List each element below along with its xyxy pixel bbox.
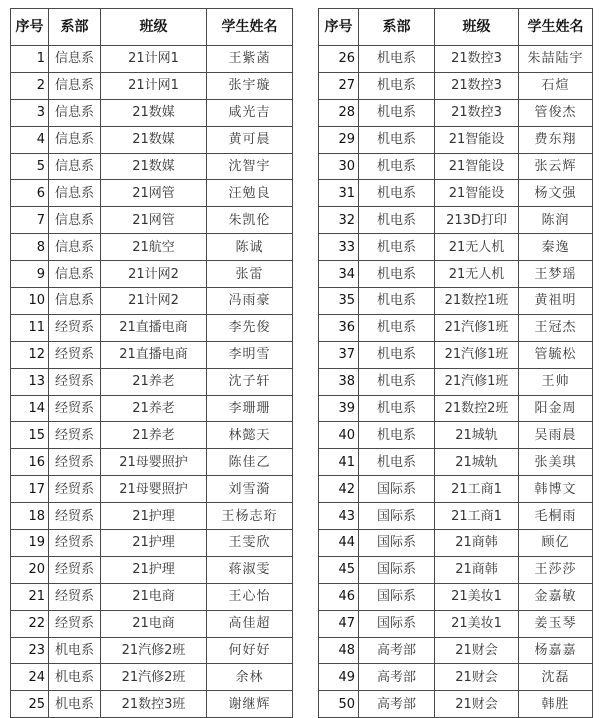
student-name: 陈诚 bbox=[207, 234, 293, 261]
class-name: 213D打印 bbox=[435, 207, 519, 234]
table-row bbox=[319, 261, 593, 288]
department: 机电系 bbox=[49, 637, 101, 664]
table-row bbox=[319, 153, 593, 180]
class-name: 21电商 bbox=[101, 583, 207, 610]
class-name: 21计网1 bbox=[101, 46, 207, 73]
student-name: 王心怡 bbox=[207, 583, 293, 610]
department: 机电系 bbox=[359, 314, 435, 341]
class-name: 21数控3 bbox=[435, 72, 519, 99]
row-number: 12 bbox=[11, 341, 49, 368]
department: 国际系 bbox=[359, 530, 435, 557]
row-number: 39 bbox=[319, 395, 359, 422]
student-name: 张云辉 bbox=[519, 153, 593, 180]
student-name: 石煊 bbox=[519, 72, 593, 99]
table-row bbox=[319, 180, 593, 207]
student-name: 吴雨晨 bbox=[519, 422, 593, 449]
department: 信息系 bbox=[49, 234, 101, 261]
student-name: 张雷 bbox=[207, 261, 293, 288]
row-number: 19 bbox=[11, 530, 49, 557]
class-name: 21数控3班 bbox=[101, 691, 207, 718]
class-name: 21财会 bbox=[435, 691, 519, 718]
department: 国际系 bbox=[359, 610, 435, 637]
class-name: 21直播电商 bbox=[101, 314, 207, 341]
class-name: 21护理 bbox=[101, 503, 207, 530]
table-row bbox=[319, 341, 593, 368]
department: 机电系 bbox=[359, 99, 435, 126]
table-row bbox=[11, 99, 293, 126]
row-number: 21 bbox=[11, 583, 49, 610]
table-row bbox=[11, 153, 293, 180]
student-name: 阳金周 bbox=[519, 395, 593, 422]
department: 机电系 bbox=[359, 288, 435, 315]
department: 经贸系 bbox=[49, 395, 101, 422]
row-number: 27 bbox=[319, 72, 359, 99]
class-name: 21母婴照护 bbox=[101, 449, 207, 476]
class-name: 21养老 bbox=[101, 368, 207, 395]
student-name: 李明雪 bbox=[207, 341, 293, 368]
row-number: 44 bbox=[319, 530, 359, 557]
student-name: 王梦瑶 bbox=[519, 261, 593, 288]
department: 经贸系 bbox=[49, 476, 101, 503]
student-name: 沈智宇 bbox=[207, 153, 293, 180]
student-name: 何好好 bbox=[207, 637, 293, 664]
row-number: 24 bbox=[11, 664, 49, 691]
student-name: 王杨志珩 bbox=[207, 503, 293, 530]
row-number: 45 bbox=[319, 556, 359, 583]
class-name: 21养老 bbox=[101, 422, 207, 449]
header-no: 序号 bbox=[319, 9, 359, 46]
row-number: 13 bbox=[11, 368, 49, 395]
class-name: 21城轨 bbox=[435, 449, 519, 476]
table-row bbox=[11, 449, 293, 476]
class-name: 21工商1 bbox=[435, 503, 519, 530]
table-row bbox=[11, 180, 293, 207]
table-row bbox=[319, 207, 593, 234]
class-name: 21无人机 bbox=[435, 234, 519, 261]
table-row bbox=[11, 261, 293, 288]
class-name: 21计网2 bbox=[101, 288, 207, 315]
department: 信息系 bbox=[49, 72, 101, 99]
header-no: 序号 bbox=[11, 9, 49, 46]
class-name: 21财会 bbox=[435, 664, 519, 691]
header-dept: 系部 bbox=[359, 9, 435, 46]
student-name: 杨文强 bbox=[519, 180, 593, 207]
department: 国际系 bbox=[359, 503, 435, 530]
student-table-left bbox=[10, 8, 293, 718]
table-row bbox=[11, 207, 293, 234]
student-name: 王雯欣 bbox=[207, 530, 293, 557]
table-row bbox=[11, 556, 293, 583]
class-name: 21数控2班 bbox=[435, 395, 519, 422]
student-name: 金嘉敏 bbox=[519, 583, 593, 610]
row-number: 36 bbox=[319, 314, 359, 341]
row-number: 42 bbox=[319, 476, 359, 503]
class-name: 21智能设 bbox=[435, 126, 519, 153]
table-row bbox=[319, 126, 593, 153]
class-name: 21数控3 bbox=[435, 99, 519, 126]
header-name: 学生姓名 bbox=[519, 9, 593, 46]
row-number: 26 bbox=[319, 46, 359, 73]
department: 经贸系 bbox=[49, 422, 101, 449]
class-name: 21电商 bbox=[101, 610, 207, 637]
table-row bbox=[11, 664, 293, 691]
table-row bbox=[319, 503, 593, 530]
row-number: 41 bbox=[319, 449, 359, 476]
table-row bbox=[11, 610, 293, 637]
table-row bbox=[11, 530, 293, 557]
table-row bbox=[11, 368, 293, 395]
table-row bbox=[11, 341, 293, 368]
table-row bbox=[11, 395, 293, 422]
row-number: 31 bbox=[319, 180, 359, 207]
class-name: 21网管 bbox=[101, 207, 207, 234]
student-name: 秦逸 bbox=[519, 234, 593, 261]
table-row bbox=[11, 476, 293, 503]
department: 信息系 bbox=[49, 261, 101, 288]
table-row bbox=[11, 637, 293, 664]
table-row bbox=[11, 314, 293, 341]
department: 机电系 bbox=[359, 341, 435, 368]
table-row bbox=[319, 476, 593, 503]
row-number: 4 bbox=[11, 126, 49, 153]
row-number: 16 bbox=[11, 449, 49, 476]
student-name: 王帅 bbox=[519, 368, 593, 395]
student-name: 谢继辉 bbox=[207, 691, 293, 718]
class-name: 21航空 bbox=[101, 234, 207, 261]
class-name: 21商韩 bbox=[435, 530, 519, 557]
student-name: 黄祖明 bbox=[519, 288, 593, 315]
row-number: 29 bbox=[319, 126, 359, 153]
department: 经贸系 bbox=[49, 503, 101, 530]
class-name: 21商韩 bbox=[435, 556, 519, 583]
department: 经贸系 bbox=[49, 530, 101, 557]
table-row bbox=[11, 46, 293, 73]
department: 机电系 bbox=[359, 72, 435, 99]
row-number: 47 bbox=[319, 610, 359, 637]
department: 机电系 bbox=[359, 449, 435, 476]
table-row bbox=[319, 610, 593, 637]
department: 经贸系 bbox=[49, 449, 101, 476]
class-name: 21汽修2班 bbox=[101, 637, 207, 664]
class-name: 21数媒 bbox=[101, 99, 207, 126]
student-name: 韩胜 bbox=[519, 691, 593, 718]
row-number: 8 bbox=[11, 234, 49, 261]
student-name: 蒋淑雯 bbox=[207, 556, 293, 583]
student-name: 李先俊 bbox=[207, 314, 293, 341]
student-name: 顾亿 bbox=[519, 530, 593, 557]
department: 信息系 bbox=[49, 288, 101, 315]
table-row bbox=[319, 395, 593, 422]
table-row bbox=[319, 72, 593, 99]
row-number: 33 bbox=[319, 234, 359, 261]
department: 机电系 bbox=[359, 234, 435, 261]
class-name: 21智能设 bbox=[435, 153, 519, 180]
student-name: 咸光吉 bbox=[207, 99, 293, 126]
department: 机电系 bbox=[359, 395, 435, 422]
department: 信息系 bbox=[49, 46, 101, 73]
table-row bbox=[319, 691, 593, 718]
table-row bbox=[319, 46, 593, 73]
row-number: 43 bbox=[319, 503, 359, 530]
department: 国际系 bbox=[359, 556, 435, 583]
table-row bbox=[11, 691, 293, 718]
table-row bbox=[319, 234, 593, 261]
table-row bbox=[319, 368, 593, 395]
department: 高考部 bbox=[359, 664, 435, 691]
header-class: 班级 bbox=[101, 9, 207, 46]
department: 机电系 bbox=[49, 664, 101, 691]
department: 经贸系 bbox=[49, 610, 101, 637]
row-number: 37 bbox=[319, 341, 359, 368]
row-number: 15 bbox=[11, 422, 49, 449]
row-number: 46 bbox=[319, 583, 359, 610]
department: 信息系 bbox=[49, 207, 101, 234]
table-row bbox=[11, 72, 293, 99]
table-row bbox=[319, 583, 593, 610]
header-row bbox=[319, 9, 593, 46]
student-name: 管毓松 bbox=[519, 341, 593, 368]
table-row bbox=[319, 314, 593, 341]
student-name: 陈润 bbox=[519, 207, 593, 234]
row-number: 10 bbox=[11, 288, 49, 315]
department: 机电系 bbox=[359, 153, 435, 180]
student-name: 王莎莎 bbox=[519, 556, 593, 583]
class-name: 21数媒 bbox=[101, 126, 207, 153]
department: 机电系 bbox=[359, 180, 435, 207]
student-name: 刘雪漪 bbox=[207, 476, 293, 503]
row-number: 23 bbox=[11, 637, 49, 664]
student-name: 王冠杰 bbox=[519, 314, 593, 341]
table-row bbox=[11, 583, 293, 610]
header-dept: 系部 bbox=[49, 9, 101, 46]
student-name: 韩博文 bbox=[519, 476, 593, 503]
table-row bbox=[11, 126, 293, 153]
student-name: 余林 bbox=[207, 664, 293, 691]
student-name: 林懿天 bbox=[207, 422, 293, 449]
class-name: 21网管 bbox=[101, 180, 207, 207]
class-name: 21财会 bbox=[435, 637, 519, 664]
department: 经贸系 bbox=[49, 341, 101, 368]
department: 高考部 bbox=[359, 637, 435, 664]
row-number: 35 bbox=[319, 288, 359, 315]
class-name: 21汽修1班 bbox=[435, 341, 519, 368]
table-row bbox=[319, 556, 593, 583]
header-row bbox=[11, 9, 293, 46]
department: 机电系 bbox=[359, 126, 435, 153]
student-table-right bbox=[318, 8, 593, 718]
table-row bbox=[319, 449, 593, 476]
student-name: 朱喆陆宇 bbox=[519, 46, 593, 73]
row-number: 50 bbox=[319, 691, 359, 718]
class-name: 21数控3 bbox=[435, 46, 519, 73]
row-number: 1 bbox=[11, 46, 49, 73]
class-name: 21汽修2班 bbox=[101, 664, 207, 691]
student-name: 李珊珊 bbox=[207, 395, 293, 422]
class-name: 21汽修1班 bbox=[435, 368, 519, 395]
table-row bbox=[319, 664, 593, 691]
class-name: 21智能设 bbox=[435, 180, 519, 207]
department: 机电系 bbox=[359, 368, 435, 395]
student-name: 张美琪 bbox=[519, 449, 593, 476]
department: 机电系 bbox=[359, 46, 435, 73]
row-number: 48 bbox=[319, 637, 359, 664]
table-row bbox=[319, 637, 593, 664]
row-number: 30 bbox=[319, 153, 359, 180]
class-name: 21计网2 bbox=[101, 261, 207, 288]
class-name: 21计网1 bbox=[101, 72, 207, 99]
row-number: 11 bbox=[11, 314, 49, 341]
class-name: 21数媒 bbox=[101, 153, 207, 180]
student-name: 杨嘉嘉 bbox=[519, 637, 593, 664]
row-number: 18 bbox=[11, 503, 49, 530]
department: 信息系 bbox=[49, 126, 101, 153]
table-row bbox=[11, 288, 293, 315]
table-row bbox=[319, 99, 593, 126]
row-number: 32 bbox=[319, 207, 359, 234]
row-number: 14 bbox=[11, 395, 49, 422]
row-number: 38 bbox=[319, 368, 359, 395]
class-name: 21工商1 bbox=[435, 476, 519, 503]
student-name: 管俊杰 bbox=[519, 99, 593, 126]
department: 国际系 bbox=[359, 476, 435, 503]
department: 经贸系 bbox=[49, 556, 101, 583]
class-name: 21美妆1 bbox=[435, 583, 519, 610]
table-row bbox=[11, 422, 293, 449]
student-name: 毛桐雨 bbox=[519, 503, 593, 530]
department: 信息系 bbox=[49, 153, 101, 180]
department: 经贸系 bbox=[49, 583, 101, 610]
row-number: 49 bbox=[319, 664, 359, 691]
class-name: 21护理 bbox=[101, 556, 207, 583]
department: 机电系 bbox=[359, 422, 435, 449]
row-number: 17 bbox=[11, 476, 49, 503]
class-name: 21护理 bbox=[101, 530, 207, 557]
row-number: 6 bbox=[11, 180, 49, 207]
table-row bbox=[11, 503, 293, 530]
department: 机电系 bbox=[359, 207, 435, 234]
row-number: 22 bbox=[11, 610, 49, 637]
header-name: 学生姓名 bbox=[207, 9, 293, 46]
department: 信息系 bbox=[49, 180, 101, 207]
class-name: 21美妆1 bbox=[435, 610, 519, 637]
row-number: 5 bbox=[11, 153, 49, 180]
class-name: 21无人机 bbox=[435, 261, 519, 288]
class-name: 21城轨 bbox=[435, 422, 519, 449]
student-name: 费东翔 bbox=[519, 126, 593, 153]
department: 经贸系 bbox=[49, 314, 101, 341]
table-row bbox=[319, 530, 593, 557]
row-number: 28 bbox=[319, 99, 359, 126]
student-name: 黄可晨 bbox=[207, 126, 293, 153]
row-number: 9 bbox=[11, 261, 49, 288]
row-number: 34 bbox=[319, 261, 359, 288]
row-number: 40 bbox=[319, 422, 359, 449]
department: 国际系 bbox=[359, 583, 435, 610]
student-name: 汪勉良 bbox=[207, 180, 293, 207]
class-name: 21养老 bbox=[101, 395, 207, 422]
header-class: 班级 bbox=[435, 9, 519, 46]
department: 机电系 bbox=[359, 261, 435, 288]
student-name: 张宇璇 bbox=[207, 72, 293, 99]
table-row bbox=[319, 288, 593, 315]
class-name: 21母婴照护 bbox=[101, 476, 207, 503]
department: 高考部 bbox=[359, 691, 435, 718]
row-number: 25 bbox=[11, 691, 49, 718]
student-name: 高佳超 bbox=[207, 610, 293, 637]
class-name: 21汽修1班 bbox=[435, 314, 519, 341]
row-number: 20 bbox=[11, 556, 49, 583]
class-name: 21数控1班 bbox=[435, 288, 519, 315]
student-name: 王紫菡 bbox=[207, 46, 293, 73]
student-name: 姜玉琴 bbox=[519, 610, 593, 637]
student-name: 冯雨豪 bbox=[207, 288, 293, 315]
department: 机电系 bbox=[49, 691, 101, 718]
student-name: 陈佳乙 bbox=[207, 449, 293, 476]
student-name: 沈磊 bbox=[519, 664, 593, 691]
student-name: 沈子轩 bbox=[207, 368, 293, 395]
student-name: 朱凯伦 bbox=[207, 207, 293, 234]
table-row bbox=[11, 234, 293, 261]
row-number: 7 bbox=[11, 207, 49, 234]
table-row bbox=[319, 422, 593, 449]
department: 经贸系 bbox=[49, 368, 101, 395]
department: 信息系 bbox=[49, 99, 101, 126]
row-number: 3 bbox=[11, 99, 49, 126]
row-number: 2 bbox=[11, 72, 49, 99]
class-name: 21直播电商 bbox=[101, 341, 207, 368]
